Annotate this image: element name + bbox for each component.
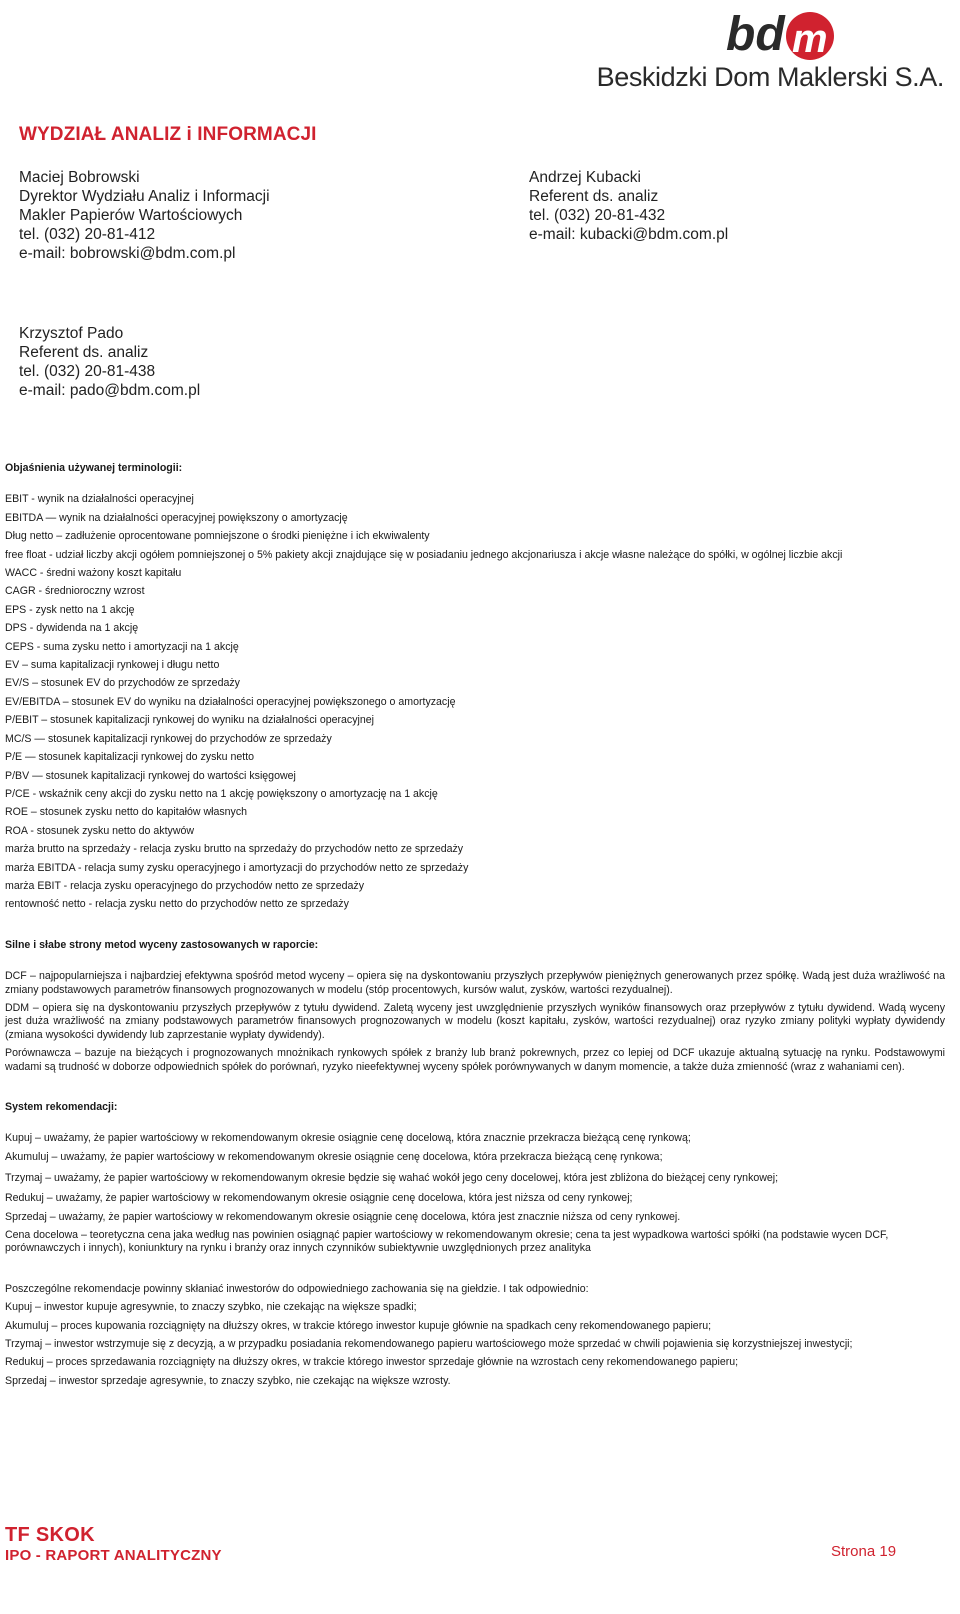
footer-report-info [5,1524,222,1566]
contact-name: Andrzej Kubacki [529,169,642,186]
term-item: P/BV — stosunek kapitalizacji rynkowej do wartości księgowej [5,769,296,782]
term-item: EPS - zysk netto na 1 akcję [5,603,135,616]
recommendation-item: Trzymaj – uważamy, że papier wartościowy w rekomendowanym okresie będzie się wahać wokół jego ceny docelowej, która jest zbliżona do bieżącej ceny rynkowej; [5,1172,779,1185]
department-title: WYDZIAŁ ANALIZ i INFORMACJI [19,124,317,145]
term-item: P/EBIT – stosunek kapitalizacji rynkowej do wyniku na działalności operacyjnej [5,714,375,727]
bdm-logo-mark [726,4,836,64]
terminology-heading: Objaśnienia używanej terminologii: [5,462,183,474]
spacer [5,1261,945,1283]
method-paragraph-comparative: Porównawcza – bazuje na bieżących i prognozowanych mnożnikach rynkowych spółek z branży lub branż pokrewnych, przez co lepiej od DCF ukazuje aktualną sytuację na rynku. Podstawowymi wadami są trudność w doborze odpowiednich spółek do porównań, ryzyko nieefektywnej wyceny spółek porównywanych w danym momencie, a także duża zmienność (wraz z wahaniami cen). [5,1047,945,1073]
report-body [5,462,945,1393]
spacer [5,917,945,939]
contact-email: e-mail: pado@bdm.com.pl [19,382,201,399]
term-item: marża EBIT - relacja zysku operacyjnego do przychodów netto ze sprzedaży [5,879,364,892]
spacer [5,1079,945,1101]
investor-behavior-list [5,1283,945,1388]
recommendation-system-heading: System rekomendacji: [5,1101,118,1113]
company-name: Beskidzki Dom Maklerski S.A. [596,62,944,92]
recommendation-item: Cena docelowa – teoretyczna cena jaka według nas powinien osiągnąć papier wartościowy w rekomendowanym okresie; cena ta jest wypadkowa wartości spółki (na podstawie wycen DCF, porównawczych i innych), koniunktury na rynku i branży oraz innych czynników subiektywnie uwzględnionych przez analityka [5,1229,889,1255]
behavior-item: Trzymaj – inwestor wstrzymuje się z decyzją, a w przypadku posiadania rekomendowanego papieru wartościowego może sprzedać w chwili pojawienia się korzystniejszej inwestycji; [5,1338,853,1351]
term-item: CEPS - suma zysku netto i amortyzacji na 1 akcję [5,640,239,653]
contact-email: e-mail: kubacki@bdm.com.pl [529,226,729,243]
term-item: free float - udział liczby akcji ogółem pomniejszonej o 5% pakiety akcji znajdujące się w posiadaniu jednego akcjonariusza i akcje własne należące do spółki, w ogólnej liczbie akcji [5,548,843,561]
contact-position: Dyrektor Wydziału Analiz i Informacji [19,188,270,205]
term-item: marża EBITDA - relacja sumy zysku operacyjnego i amortyzacji do przychodów netto ze sprzedaży [5,861,469,874]
behavior-item: Sprzedaj – inwestor sprzedaje agresywnie, to znaczy szybko, nie czekając na większe wzrosty. [5,1374,451,1387]
company-logo [596,4,944,92]
svg-text:m: m [792,17,828,61]
behavior-intro: Poszczególne rekomendacje powinny skłaniać inwestorów do odpowiedniego zachowania się na giełdzie. I tak odpowiednio: [5,1282,589,1295]
recommendation-item: Redukuj – uważamy, że papier wartościowy w rekomendowanym okresie osiągnie cenę docelowa, która jest niższa od ceny rynkowej; [5,1192,633,1205]
term-item: EV/S – stosunek EV do przychodów ze sprzedaży [5,677,240,690]
term-item: rentowność netto - relacja zysku netto do przychodów netto ze sprzedaży [5,898,349,911]
term-item: ROE – stosunek zysku netto do kapitałów własnych [5,806,248,819]
contact-phone: tel. (032) 20-81-438 [19,363,156,380]
recommendation-item: Sprzedaj – uważamy, że papier wartościowy w rekomendowanym okresie osiągnie cenę docelowa, która jest znacznie niższa od ceny rynkowej. [5,1210,681,1223]
contact-card [19,168,270,263]
contact-card [19,324,200,400]
behavior-item: Kupuj – inwestor kupuje agresywnie, to znaczy szybko, nie czekając na większe spadki; [5,1301,417,1314]
term-item: WACC - średni ważony koszt kapitału [5,567,182,580]
contact-name: Krzysztof Pado [19,325,124,342]
contact-phone: tel. (032) 20-81-412 [19,226,156,243]
contact-phone: tel. (032) 20-81-432 [529,207,666,224]
contact-position: Referent ds. analiz [529,188,659,205]
term-item: ROA - stosunek zysku netto do aktywów [5,824,195,837]
term-item: EBIT - wynik na działalności operacyjnej [5,493,194,506]
term-item: EV – suma kapitalizacji rynkowej i długu netto [5,659,220,672]
term-item: EBITDA — wynik na działalności operacyjnej powiększony o amortyzację [5,511,348,524]
valuation-methods-list [5,970,945,1074]
term-item: DPS - dywidenda na 1 akcję [5,622,139,635]
term-item: Dług netto – zadłużenie oprocentowane pomniejszone o środki pieniężne i ich ekwiwalenty [5,530,430,543]
contact-name: Maciej Bobrowski [19,169,140,186]
term-item: MC/S — stosunek kapitalizacji rynkowej do przychodów ze sprzedaży [5,732,332,745]
term-item: P/CE - wskaźnik ceny akcji do zysku netto na 1 akcję powiększony o amortyzację na 1 akcję [5,787,438,800]
contact-card [529,168,728,244]
method-paragraph-ddm: DDM – opiera się na dyskontowaniu przyszłych przepływów z tytułu dywidend. Zaletą wyceny jest uwzględnienie przyszłych wyników finansowych oraz przepływów z tytułu dywidend. Wadą wyceny jest duża wrażliwość na zmiany podstawowych parametrów finansowych prognozowanych w modelu (koszt kapitału, zysków, wartości rezydualnej) oraz ryzyko zmiany polityki wypłaty dywidendy (zmiana wysokości dywidendy lub zaprzestanie wypłaty dywidendy). [5,1001,945,1041]
page-number: Strona 19 [831,1543,897,1560]
recommendation-definitions [5,1132,945,1255]
method-paragraph-dcf: DCF – najpopularniejsza i najbardziej efektywna spośród metod wyceny – opiera się na dyskontowaniu przyszłych przepływów pieniężnych generowanych przez spółkę. Wadą jest duża wrażliwość na zmiany podstawowych parametrów finansowych prognozowanych w modelu (stóp procentowych, kursów walut, zysków, wartości rezydualnej). [5,970,945,996]
recommendation-item: Kupuj – uważamy, że papier wartościowy w rekomendowanym okresie osiągnie cenę docelową, która znacznie przekracza bieżącą cenę rynkową; [5,1132,691,1145]
svg-text:bd: bd [726,8,785,61]
behavior-item: Akumuluj – proces kupowania rozciągnięty na dłuższy okres, w trakcie którego inwestor kupuje głównie na spadkach ceny rekomendowanego papieru; [5,1319,712,1332]
recommendation-item: Akumuluj – uważamy, że papier wartościowy w rekomendowanym okresie osiągnie cenę docelowa, która przekracza bieżącą cenę rynkowa; [5,1150,663,1163]
behavior-item: Redukuj – proces sprzedawania rozciągnięty na dłuższy okres, w trakcie którego inwestor sprzedaje głównie na wzrostach ceny rekomendowanego papieru; [5,1356,739,1369]
footer-company: TF SKOK [5,1524,95,1546]
term-item: marża brutto na sprzedaży - relacja zysku brutto na sprzedaży do przychodów netto ze sprzedaży [5,843,464,856]
term-item: P/E — stosunek kapitalizacji rynkowej do zysku netto [5,751,255,764]
term-item: CAGR - średnioroczny wzrost [5,585,145,598]
contact-position: Referent ds. analiz [19,344,149,361]
footer-report-type: IPO - RAPORT ANALITYCZNY [5,1547,222,1564]
term-item: EV/EBITDA – stosunek EV do wyniku na działalności operacyjnej powiększonego o amortyzację [5,695,456,708]
terminology-list [5,493,945,911]
contact-title: Makler Papierów Wartościowych [19,207,243,224]
contact-email: e-mail: bobrowski@bdm.com.pl [19,245,236,262]
valuation-methods-heading: Silne i słabe strony metod wyceny zastosowanych w raporcie: [5,938,319,951]
